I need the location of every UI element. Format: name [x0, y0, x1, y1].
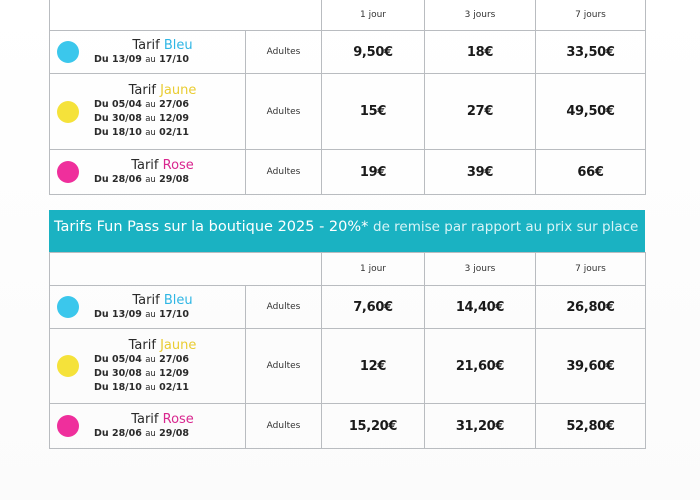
tarif-name: Tarif Jaune	[128, 337, 197, 353]
price-1-day: 15€	[322, 74, 425, 150]
price-7-days: 39,60€	[536, 329, 646, 404]
header-3-days: 3 jours	[425, 253, 536, 286]
table-header-row	[50, 253, 646, 286]
table-header-row	[50, 0, 646, 31]
empty-header-cell	[50, 253, 322, 286]
price-1-day: 7,60€	[322, 286, 425, 329]
tarif-name: Tarif Rose	[131, 411, 194, 427]
price-7-days: 52,80€	[536, 404, 646, 449]
price-1-day: 9,50€	[322, 31, 425, 74]
header-3-days: 3 jours	[425, 0, 536, 31]
banner-title: Tarifs Fun Pass sur la boutique 2025 - 20%*	[54, 219, 369, 235]
tarif-name: Tarif Bleu	[132, 37, 193, 53]
fun-pass-banner	[49, 210, 645, 252]
audience-cell: Adultes	[246, 150, 322, 195]
price-7-days: 26,80€	[536, 286, 646, 329]
date-range: Du 30/08 au 12/09	[94, 367, 190, 379]
tarif-label-cell	[50, 404, 246, 449]
tarif-label-cell	[50, 150, 246, 195]
price-table-onsite	[49, 0, 646, 195]
pink-dot-icon	[57, 415, 79, 437]
date-range: Du 05/04 au 27/06	[94, 353, 190, 365]
table-row-tarif-jaune	[50, 74, 646, 150]
header-1-day: 1 jour	[322, 253, 425, 286]
price-1-day: 19€	[322, 150, 425, 195]
yellow-dot-icon	[57, 355, 79, 377]
price-table-online	[49, 252, 646, 449]
header-7-days: 7 jours	[536, 0, 646, 31]
price-1-day: 15,20€	[322, 404, 425, 449]
price-3-days: 21,60€	[425, 329, 536, 404]
date-range: Du 30/08 au 12/09	[94, 113, 190, 124]
price-3-days: 31,20€	[425, 404, 536, 449]
price-7-days: 33,50€	[536, 31, 646, 74]
header-7-days: 7 jours	[536, 253, 646, 286]
tarif-label-cell	[50, 74, 246, 150]
tarif-label-cell	[50, 31, 246, 74]
date-range: Du 13/09 au 17/10	[94, 308, 190, 320]
table-row-tarif-rose	[50, 404, 646, 449]
pink-dot-icon	[57, 161, 79, 183]
tarif-name: Tarif Jaune	[128, 83, 197, 98]
price-1-day: 12€	[322, 329, 425, 404]
audience-cell: Adultes	[246, 31, 322, 74]
tarif-label-cell	[50, 286, 246, 329]
tarif-label-cell	[50, 329, 246, 404]
date-range: Du 18/10 au 02/11	[94, 381, 190, 393]
banner-subtitle: de remise par rapport au prix sur place	[373, 219, 639, 235]
price-3-days: 27€	[425, 74, 536, 150]
table-row-tarif-rose	[50, 150, 646, 195]
price-3-days: 14,40€	[425, 286, 536, 329]
empty-header-cell	[50, 0, 322, 31]
price-7-days: 66€	[536, 150, 646, 195]
tarif-name: Tarif Rose	[131, 157, 194, 173]
tarif-name: Tarif Bleu	[132, 292, 193, 308]
price-3-days: 39€	[425, 150, 536, 195]
audience-cell: Adultes	[246, 329, 322, 404]
table-row-tarif-jaune	[50, 329, 646, 404]
price-3-days: 18€	[425, 31, 536, 74]
blue-dot-icon	[57, 41, 79, 63]
audience-cell: Adultes	[246, 74, 322, 150]
yellow-dot-icon	[57, 101, 79, 123]
audience-cell: Adultes	[246, 286, 322, 329]
table-row-tarif-bleu	[50, 286, 646, 329]
blue-dot-icon	[57, 296, 79, 318]
table-row-tarif-bleu	[50, 31, 646, 74]
audience-cell: Adultes	[246, 404, 322, 449]
date-range: Du 18/10 au 02/11	[94, 127, 190, 138]
date-range: Du 13/09 au 17/10	[94, 53, 190, 65]
date-range: Du 28/06 au 29/08	[94, 173, 190, 185]
date-range: Du 05/04 au 27/06	[94, 99, 190, 110]
price-7-days: 49,50€	[536, 74, 646, 150]
header-1-day: 1 jour	[322, 0, 425, 31]
date-range: Du 28/06 au 29/08	[94, 427, 190, 439]
